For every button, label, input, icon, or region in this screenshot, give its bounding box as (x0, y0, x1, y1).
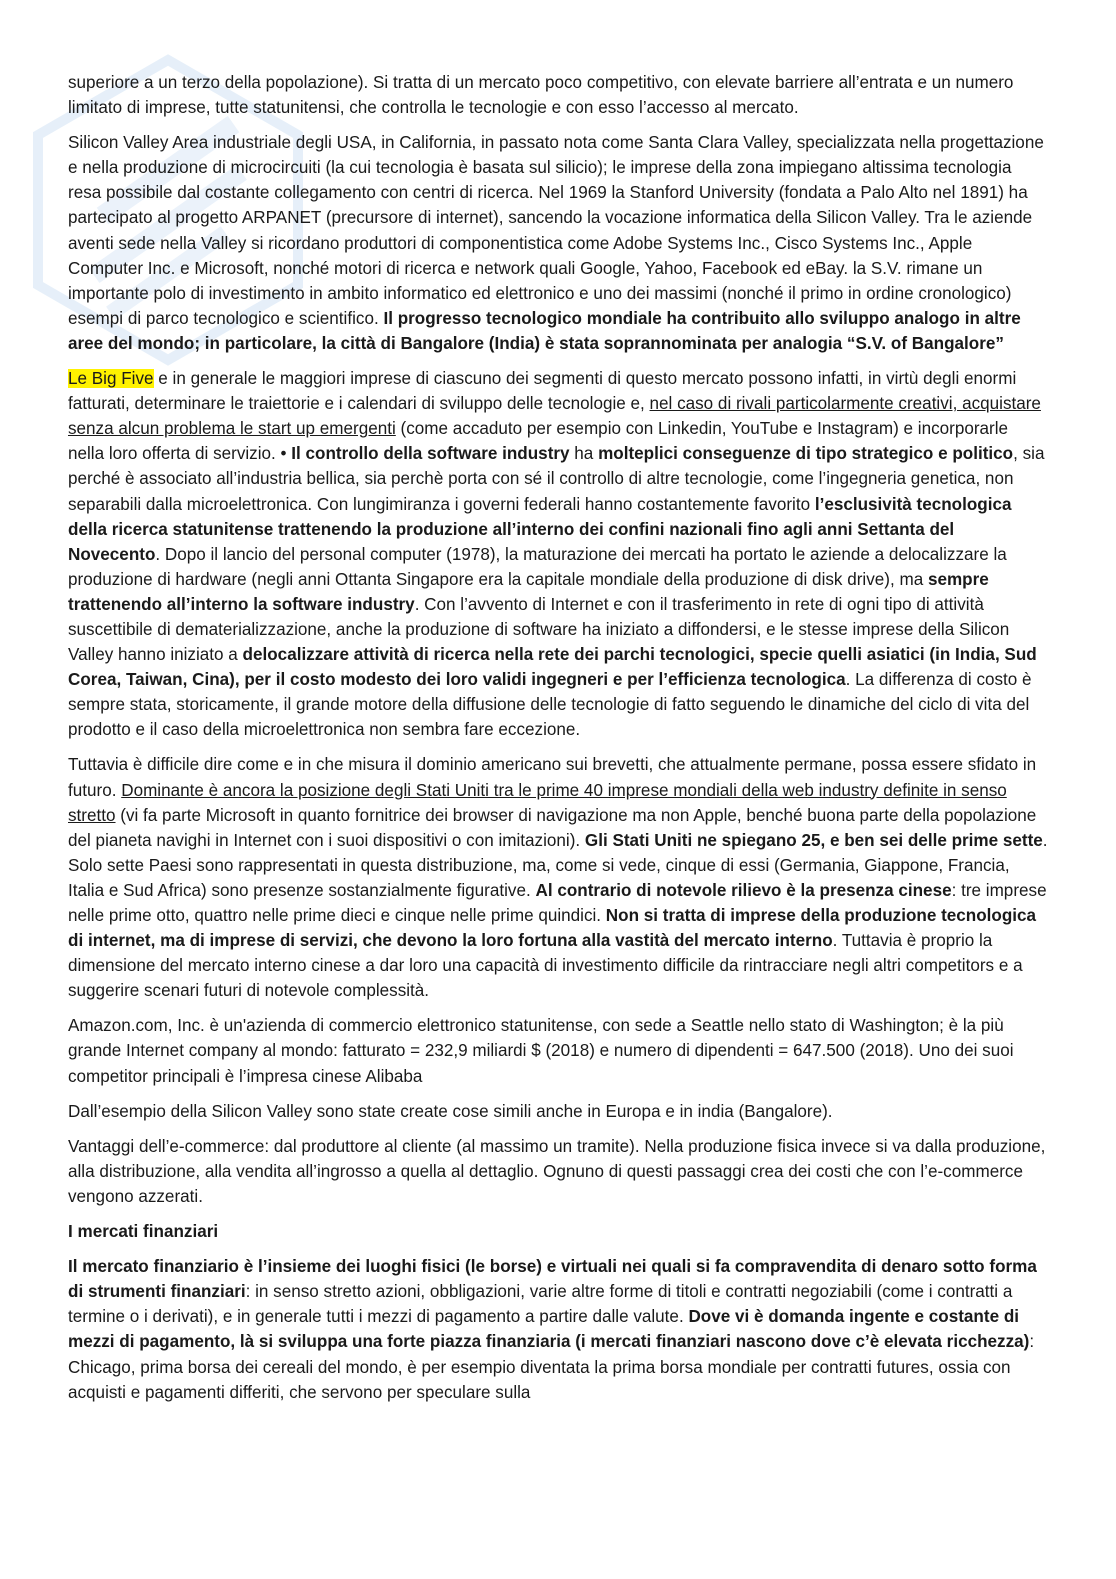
underlined-text: nel caso di rivali particolarmente creativi, acquistare senza alcun problema le start up emergenti (68, 394, 1041, 439)
highlighted-text: Le Big Five (68, 369, 154, 389)
paragraph-mercati-finanziari: Il mercato finanziario è l’insieme dei luoghi fisici (le borse) e virtuali nei quali si fa compravendita di denaro sotto forma di strumenti finanziari: in senso stretto azioni, obbligazioni, varie altre forme di titoli e contratti negoziabili (come i contratti a termine o i derivati), e in generale tutti i mezzi di pagamento a partire dalle valute. Dove vi è domanda ingente e costante di mezzi di pagamento, là si sviluppa una forte piazza finanziaria (i mercati finanziari nascono dove c’è elevata ricchezza): Chicago, prima borsa dei cereali del mondo, è per esempio diventata la prima borsa mondiale per contratti futures, ossia con acquisti e pagamenti differiti, che servono per speculare sulla (68, 1257, 1037, 1402)
paragraph-web-industry: Tuttavia è difficile dire come e in che misura il dominio americano sui brevetti, che attualmente permane, possa essere sfidato in futuro. Dominante è ancora la posizione degli Stati Uniti tra le prime 40 imprese mondiali della web industry definite in senso stretto (vi fa parte Microsoft in quanto fornitrice dei browser di navigazione ma non Apple, benché buona parte della popolazione del pianeta navighi in Internet con i suoi dispositivi o con imitazioni). Gli Stati Uniti ne spiegano 25, e ben sei delle prime sette. Solo sette Paesi sono rappresentati in questa distribuzione, ma, come si vede, cinque di essi (Germania, Giappone, Francia, Italia e Sud Africa) sono presenze sostanzialmente figurative. Al contrario di notevole rilievo è la presenza cinese: tre imprese nelle prime otto, quattro nelle prime dieci e cinque nelle prime quindici. Non si tratta di imprese della produzione tecnologica di internet, ma di imprese di servizi, che devono la loro fortuna alla vastità del mercato interno. Tuttavia è proprio la dimensione del mercato interno cinese a dar loro una capacità di investimento difficile da rintracciare negli altri competitors e a suggerire scenari futuri di notevole complessità. (68, 755, 1048, 1001)
paragraph-amazon: Amazon.com, Inc. è un'azienda di commercio elettronico statunitense, con sede a Seattle nello stato di Washington; è la più grande Internet company al mondo: fatturato = 232,9 miliardi $ (2018) e numero di dipendenti = 647.500 (2018). Uno dei suoi competitor principali è l’impresa cinese Alibaba (68, 1016, 1014, 1086)
paragraph-silicon-valley: Silicon Valley Area industriale degli USA, in California, in passato nota come Santa Clara Valley, specializzata nella progettazione e nella produzione di microcircuiti (la cui tecnologia è basata sul silicio); le imprese della zona impiegano altissima tecnologia resa possibile dal costante collegamento con centri di ricerca. Nel 1969 la Stanford University (fondata a Palo Alto nel 1891) ha partecipato al progetto ARPANET (precursore di internet), sancendo la vocazione informatica della Silicon Valley. Tra le aziende aventi sede nella Valley si ricordano produttori di componentistica come Adobe Systems Inc., Cisco Systems Inc., Apple Computer Inc. e Microsoft, nonché motori di ricerca e network quali Google, Yahoo, Facebook ed eBay. la S.V. rimane un importante polo di investimento in ambito informatico ed elettronico e uno dei massimi (nonché il primo in ordine cronologico) esempi di parco tecnologico e scientifico. Il progresso tecnologico mondiale ha contribuito allo sviluppo analogo in altre aree del mondo; in particolare, la città di Bangalore (India) è stata soprannominata per analogia “S.V. of Bangalore” (68, 133, 1044, 353)
underlined-text: Dominante è ancora la posizione degli Stati Uniti tra le prime 40 imprese mondiali della web industry definite in senso stretto (68, 780, 1007, 825)
section-heading: I mercati finanziari (68, 1222, 219, 1242)
paragraph-ecommerce: Vantaggi dell’e-commerce: dal produttore al cliente (al massimo un tramite). Nella produzione fisica invece si va dalla produzione, alla distribuzione, alla vendita all’ingrosso a quella al dettaglio. Ognuno di questi passaggi crea dei costi che con l’e-commerce vengono azzerati. (68, 1136, 1046, 1206)
paragraph-bangalore: Dall’esempio della Silicon Valley sono state create cose simili anche in Europa e in india (Bangalore). (68, 1101, 833, 1121)
paragraph-big-five: Le Big Five e in generale le maggiori imprese di ciascuno dei segmenti di questo mercato possono infatti, in virtù degli enormi fatturati, determinare le traiettorie e i calendari di sviluppo delle tecnologie e, nel caso di rivali particolarmente creativi, acquistare senza alcun problema le start up emergenti (come accaduto per esempio con Linkedin, YouTube e Instagram) e incorporarle nella loro offerta di servizio. • Il controllo della software industry ha molteplici conseguenze di tipo strategico e politico, sia perché è associato all’industria bellica, sia perchè porta con sé il controllo di altre tecnologie, come l’ingegneria genetica, non separabili dalla microelettronica. Con lungimiranza i governi federali hanno costantemente favorito l’esclusività tecnologica della ricerca statunitense trattenendo la produzione all’interno dei confini nazionali fino agli anni Settanta del Novecento. Dopo il lancio del personal computer (1978), la maturazione dei mercati ha portato le aziende a delocalizzare la produzione di hardware (negli anni Ottanta Singapore era la capitale mondiale della produzione di disk drive), ma sempre trattenendo all’interno la software industry. Con l’avvento di Internet e con il trasferimento in rete di ogni tipo di attività suscettibile di dematerializzazione, anche la produzione di software ha iniziato a diffondersi, e le stesse imprese della Silicon Valley hanno iniziato a delocalizzare attività di ricerca nella rete dei parchi tecnologici, specie quelli asiatici (in India, Sud Corea, Taiwan, Cina), per il costo modesto dei loro validi ingegneri e per l’efficienza tecnologica. La differenza di costo è sempre stata, storicamente, il grande motore della diffusione delle tecnologie di fatto seguendo le dinamiche del ciclo di vita del prodotto e il caso della microelettronica non sembra fare eccezione. (68, 369, 1045, 740)
document-body (68, 70, 1048, 1415)
paragraph-1: superiore a un terzo della popolazione). Si tratta di un mercato poco competitivo, con elevate barriere all’entrata e un numero limitato di imprese, tutte statunitensi, che controlla le tecnologie e con esso l’accesso al mercato. (68, 73, 1014, 118)
